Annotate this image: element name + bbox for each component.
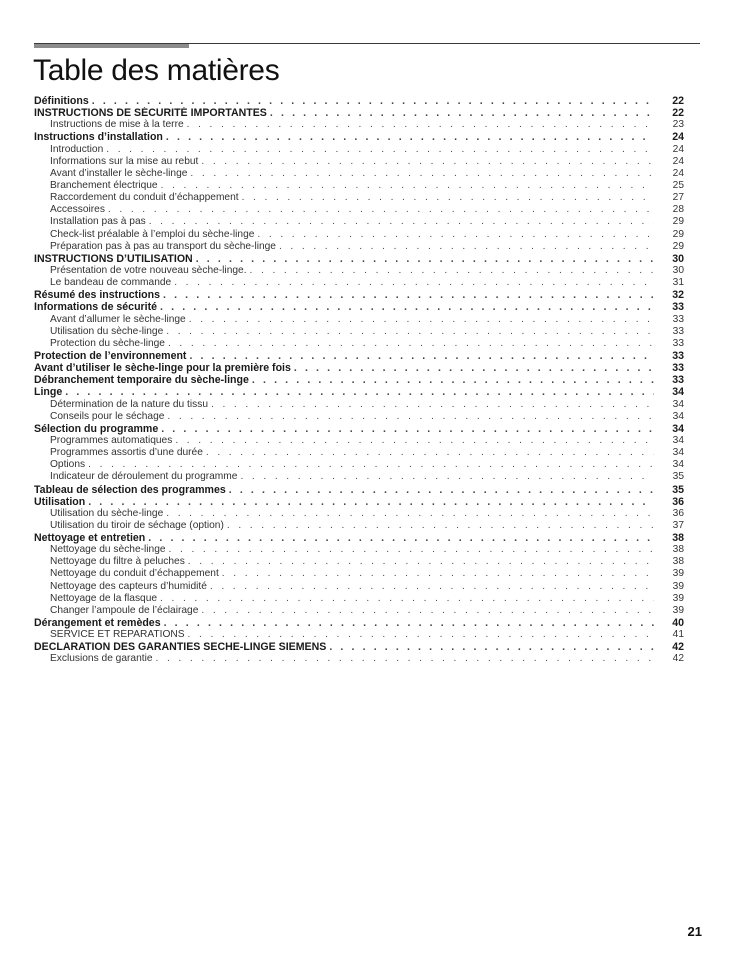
toc-entry[interactable] (34, 374, 684, 386)
toc-entry-label: Utilisation du tiroir de séchage (option) (50, 519, 224, 531)
toc-dot-leader (226, 484, 654, 496)
toc-entry-page: 34 (672, 447, 684, 459)
toc-entry[interactable] (34, 289, 684, 301)
toc-entry-label: Détermination de la nature du tissu (50, 398, 208, 410)
toc-entry-page: 33 (672, 301, 684, 314)
toc-entry-page: 38 (672, 532, 684, 545)
toc-entry-label: Définitions (34, 95, 89, 107)
toc-entry-label: INSTRUCTIONS D’UTILISATION (34, 252, 193, 265)
table-of-contents (34, 95, 684, 666)
toc-entry-page: 33 (672, 325, 684, 337)
toc-dot-leader (163, 131, 654, 143)
toc-subentry[interactable] (34, 168, 684, 180)
toc-subentry[interactable] (34, 435, 684, 447)
toc-entry-label: Exclusions de garantie (50, 653, 153, 665)
toc-entry-page: 34 (672, 398, 684, 410)
toc-subentry[interactable] (34, 156, 684, 168)
toc-entry-page: 35 (672, 471, 684, 483)
toc-entry-label: Nettoyage et entretien (34, 532, 146, 545)
toc-entry-page: 33 (672, 362, 684, 375)
toc-entry-label: Instructions de mise à la terre (50, 119, 184, 131)
header-rule-accent (34, 44, 189, 48)
toc-dot-leader (186, 350, 654, 362)
toc-dot-leader (163, 326, 654, 338)
toc-subentry[interactable] (34, 314, 684, 326)
toc-entry-label: Programmes automatiques (50, 434, 173, 446)
toc-entry-page: 40 (672, 617, 684, 630)
toc-entry-label: Programmes assortis d’une durée (50, 447, 203, 459)
toc-entry[interactable] (34, 95, 684, 107)
toc-dot-leader (267, 107, 654, 119)
toc-subentry[interactable] (34, 593, 684, 605)
toc-dot-leader (160, 289, 654, 301)
toc-entry-page: 38 (672, 556, 684, 568)
toc-entry[interactable] (34, 423, 684, 435)
toc-subentry[interactable] (34, 459, 684, 471)
toc-dot-leader (157, 593, 654, 605)
toc-dot-leader (185, 629, 654, 641)
toc-entry[interactable] (34, 641, 684, 653)
toc-dot-leader (103, 144, 654, 156)
toc-subentry[interactable] (34, 326, 684, 338)
toc-entry-page: 29 (672, 216, 684, 228)
toc-subentry[interactable] (34, 544, 684, 556)
toc-entry-label: DECLARATION DES GARANTIES SECHE-LINGE SIEMENS (34, 641, 327, 654)
toc-entry-label: INSTRUCTIONS DE SÉCURITÉ IMPORTANTES (34, 107, 267, 120)
toc-entry-label: Débranchement temporaire du sèche-linge (34, 374, 249, 387)
toc-dot-leader (145, 532, 654, 544)
toc-dot-leader (198, 605, 654, 617)
toc-subentry[interactable] (34, 216, 684, 228)
toc-entry-page: 39 (672, 580, 684, 592)
toc-entry-page: 28 (672, 204, 684, 216)
toc-dot-leader (89, 95, 654, 107)
toc-dot-leader (247, 265, 654, 277)
toc-entry-page: 29 (672, 228, 684, 240)
toc-subentry[interactable] (34, 119, 684, 131)
toc-entry[interactable] (34, 253, 684, 265)
toc-subentry[interactable] (34, 508, 684, 520)
page-title: Table des matières (33, 54, 280, 87)
toc-subentry[interactable] (34, 229, 684, 241)
toc-entry-page: 34 (672, 386, 684, 399)
toc-subentry[interactable] (34, 629, 684, 641)
toc-dot-leader (172, 435, 654, 447)
toc-subentry[interactable] (34, 556, 684, 568)
toc-entry[interactable] (34, 107, 684, 119)
toc-entry-label: Résumé des instructions (34, 289, 160, 302)
toc-entry-page: 38 (672, 544, 684, 556)
toc-dot-leader (326, 641, 654, 653)
toc-entry-page: 24 (672, 167, 684, 179)
toc-subentry[interactable] (34, 180, 684, 192)
toc-dot-leader (208, 399, 654, 411)
toc-entry[interactable] (34, 131, 684, 143)
toc-dot-leader (85, 496, 654, 508)
toc-entry-label: Préparation pas à pas au transport du sèche-linge (50, 240, 276, 252)
toc-dot-leader (291, 362, 654, 374)
toc-entry-page: 36 (672, 495, 684, 508)
toc-subentry[interactable] (34, 471, 684, 483)
toc-entry-label: Installation pas à pas (50, 216, 146, 228)
toc-entry-page: 34 (672, 434, 684, 446)
toc-entry-label: SERVICE ET RÉPARATIONS (50, 629, 185, 641)
toc-subentry[interactable] (34, 581, 684, 593)
toc-dot-leader (157, 301, 654, 313)
toc-subentry[interactable] (34, 204, 684, 216)
toc-entry-page: 22 (672, 95, 684, 107)
toc-entry-label: Nettoyage des capteurs d’humidité (50, 580, 207, 592)
toc-dot-leader (198, 156, 654, 168)
toc-dot-leader (153, 653, 654, 665)
toc-dot-leader (249, 374, 654, 386)
toc-entry-page: 34 (672, 410, 684, 422)
toc-entry-label: Conseils pour le séchage (50, 410, 165, 422)
toc-dot-leader (62, 386, 654, 398)
toc-dot-leader (203, 447, 654, 459)
toc-entry-label: Nettoyage du filtre à peluches (50, 556, 185, 568)
toc-dot-leader (224, 520, 654, 532)
toc-entry-label: Linge (34, 386, 63, 399)
toc-dot-leader (171, 277, 654, 289)
toc-dot-leader (187, 168, 654, 180)
toc-entry-page: 33 (672, 349, 684, 362)
toc-entry[interactable] (34, 301, 684, 313)
toc-dot-leader (239, 192, 654, 204)
toc-entry-label: Utilisation (34, 495, 86, 508)
toc-subentry[interactable] (34, 568, 684, 580)
toc-dot-leader (166, 544, 654, 556)
toc-entry-label: Dérangement et remèdes (34, 617, 161, 630)
toc-entry-page: 24 (672, 143, 684, 155)
toc-entry-page: 39 (672, 604, 684, 616)
toc-entry-page: 23 (672, 119, 684, 131)
toc-entry-page: 39 (672, 592, 684, 604)
toc-entry[interactable] (34, 617, 684, 629)
toc-subentry[interactable] (34, 399, 684, 411)
toc-dot-leader (105, 204, 654, 216)
toc-entry-page: 33 (672, 374, 684, 387)
toc-dot-leader (237, 471, 654, 483)
toc-entry-page: 29 (672, 240, 684, 252)
toc-dot-leader (164, 411, 654, 423)
toc-subentry[interactable] (34, 411, 684, 423)
toc-dot-leader (85, 459, 654, 471)
toc-entry-label: Raccordement du conduit d’échappement (50, 192, 239, 204)
toc-entry-page: 33 (672, 313, 684, 325)
toc-entry-page: 33 (672, 337, 684, 349)
toc-entry[interactable] (34, 362, 684, 374)
toc-entry-label: Le bandeau de commande (50, 277, 172, 289)
toc-entry-label: Options (50, 459, 86, 471)
toc-entry-page: 24 (672, 131, 684, 144)
toc-entry-label: Accessoires (50, 204, 105, 216)
toc-entry-label: Avant d’utiliser le sèche-linge pour la première fois (34, 362, 291, 375)
toc-entry-label: Nettoyage de la flasque (50, 592, 158, 604)
toc-entry-page: 30 (672, 252, 684, 265)
toc-entry-page: 31 (672, 277, 684, 289)
toc-subentry[interactable] (34, 192, 684, 204)
toc-subentry[interactable] (34, 277, 684, 289)
toc-dot-leader (186, 314, 654, 326)
toc-entry-page: 30 (672, 264, 684, 276)
toc-entry-page: 36 (672, 507, 684, 519)
toc-entry-label: Informations de sécurité (34, 301, 158, 314)
toc-entry-page: 42 (672, 641, 684, 654)
toc-entry-label: Instructions d’installation (34, 131, 163, 144)
toc-entry-label: Nettoyage du conduit d’échappement (50, 568, 219, 580)
toc-subentry[interactable] (34, 447, 684, 459)
toc-subentry[interactable] (34, 338, 684, 350)
toc-entry-page: 41 (672, 629, 684, 641)
toc-subentry[interactable] (34, 144, 684, 156)
toc-entry-label: Avant d’installer le sèche-linge (50, 167, 188, 179)
toc-dot-leader (161, 617, 654, 629)
toc-dot-leader (146, 216, 654, 228)
toc-entry-label: Branchement électrique (50, 179, 158, 191)
toc-entry-page: 27 (672, 192, 684, 204)
toc-dot-leader (163, 508, 654, 520)
toc-entry-page: 39 (672, 568, 684, 580)
toc-entry-label: Tableau de sélection des programmes (34, 483, 226, 496)
toc-entry-page: 37 (672, 519, 684, 531)
toc-subentry[interactable] (34, 241, 684, 253)
toc-entry[interactable] (34, 496, 684, 508)
toc-entry-page: 42 (672, 653, 684, 665)
toc-entry-label: Introduction (50, 143, 104, 155)
toc-entry-label: Avant d’allumer le sèche-linge (50, 313, 186, 325)
toc-entry-page: 34 (672, 422, 684, 435)
toc-subentry[interactable] (34, 605, 684, 617)
toc-dot-leader (219, 568, 654, 580)
toc-entry-page: 35 (672, 483, 684, 496)
toc-entry-label: Check-list préalable à l’emploi du sèche-linge (50, 228, 255, 240)
toc-dot-leader (184, 119, 654, 131)
toc-entry-page: 34 (672, 459, 684, 471)
toc-entry-label: Nettoyage du sèche-linge (50, 544, 166, 556)
toc-entry-label: Utilisation du sèche-linge (50, 507, 164, 519)
toc-entry-label: Indicateur de déroulement du programme (50, 471, 238, 483)
toc-entry-label: Protection du sèche-linge (50, 337, 165, 349)
toc-dot-leader (185, 556, 654, 568)
toc-subentry[interactable] (34, 653, 684, 665)
toc-entry-label: Informations sur la mise au rebut (50, 155, 199, 167)
toc-entry-page: 24 (672, 155, 684, 167)
toc-dot-leader (193, 253, 654, 265)
toc-entry-label: Utilisation du sèche-linge (50, 325, 164, 337)
toc-entry[interactable] (34, 532, 684, 544)
toc-entry-label: Protection de l’environnement (34, 349, 187, 362)
toc-entry[interactable] (34, 484, 684, 496)
toc-dot-leader (158, 423, 654, 435)
toc-dot-leader (165, 338, 654, 350)
toc-entry-label: Présentation de votre nouveau sèche-linge. (50, 264, 247, 276)
toc-dot-leader (207, 581, 654, 593)
toc-entry[interactable] (34, 386, 684, 398)
toc-subentry[interactable] (34, 265, 684, 277)
toc-dot-leader (158, 180, 654, 192)
toc-entry-label: Sélection du programme (34, 422, 159, 435)
toc-entry-label: Changer l’ampoule de l’éclairage (50, 604, 199, 616)
toc-subentry[interactable] (34, 520, 684, 532)
toc-entry-page: 32 (672, 289, 684, 302)
toc-dot-leader (254, 229, 654, 241)
page-number: 21 (687, 924, 702, 939)
toc-dot-leader (276, 241, 654, 253)
toc-entry[interactable] (34, 350, 684, 362)
toc-entry-page: 25 (672, 179, 684, 191)
toc-entry-page: 22 (672, 107, 684, 120)
